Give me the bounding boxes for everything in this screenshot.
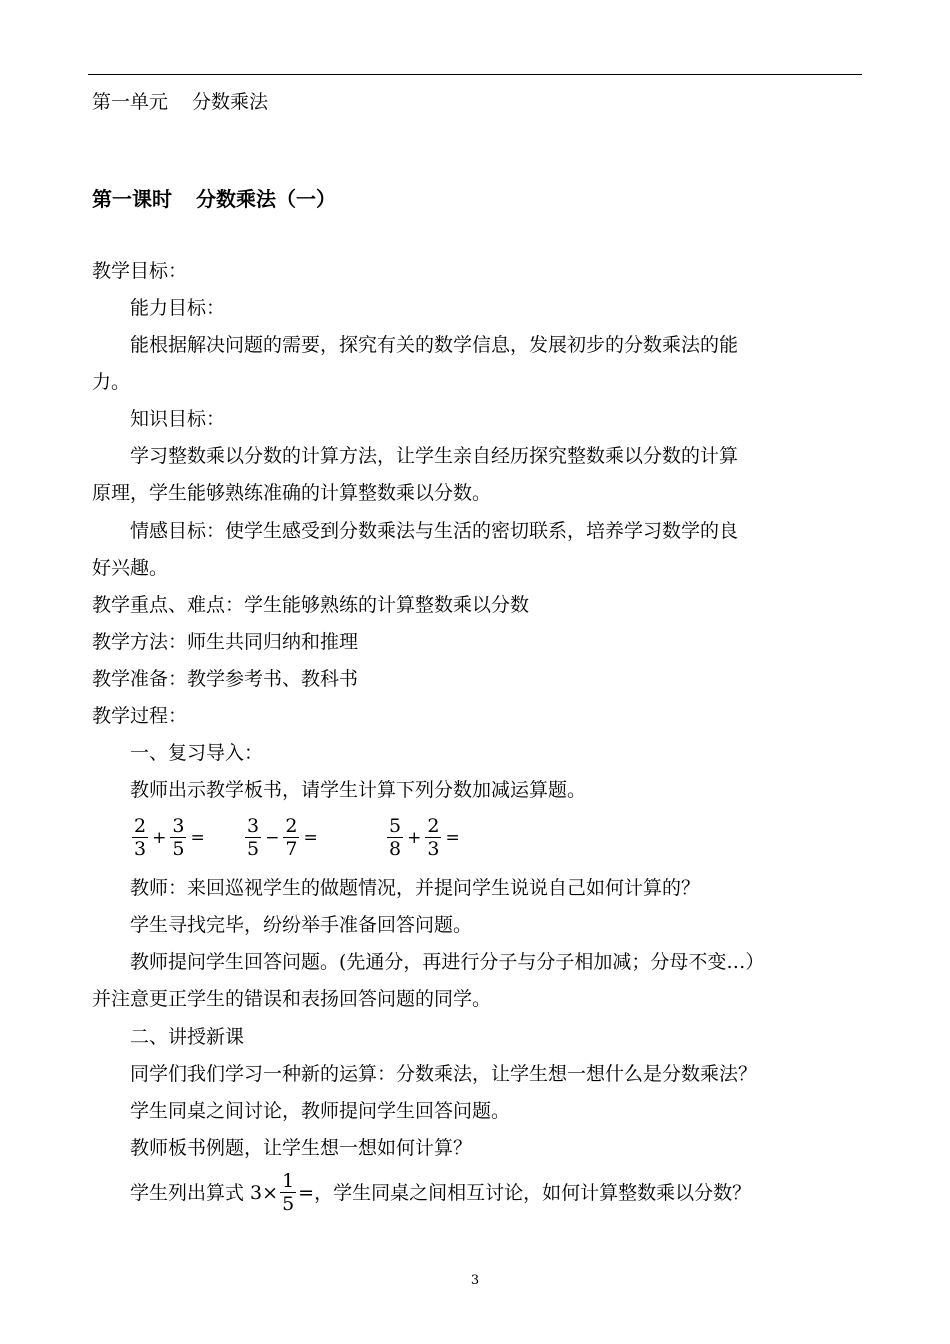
equals-sign: = <box>445 827 460 848</box>
fraction: $\frac{3}{5}$ <box>247 815 260 860</box>
equals-sign: = <box>190 827 205 848</box>
teaching-process: 教学过程： <box>92 705 188 727</box>
fraction: $\frac{1}{5}$ <box>282 1170 295 1215</box>
students-ready: 学生寻找完毕，纷纷举手准备回答问题。 <box>130 914 473 936</box>
equals-sign: = <box>303 827 318 848</box>
knowledge-heading: 知识目标： <box>130 408 226 430</box>
fraction: $\frac{2}{3}$ <box>134 815 147 860</box>
fraction: $\frac{2}{3}$ <box>427 815 440 860</box>
unit-title: 第一单元 <box>92 91 169 113</box>
new-lesson-text: 同学们我们学习一种新的运算：分数乘法，让学生想一想什么是分数乘法？ <box>130 1063 758 1085</box>
teaching-preparation: 教学准备：教学参考书、教科书 <box>92 668 359 690</box>
lesson-subject: 分数乘法（一） <box>196 187 336 211</box>
exercise-1 <box>130 815 207 860</box>
example-text: 教师板书例题，让学生想一想如何计算？ <box>130 1137 473 1159</box>
new-lesson-heading: 二、讲授新课 <box>130 1026 245 1048</box>
teacher-ask: 教师提问学生回答问题。(先通分，再进行分子与分子相加减；分母不变…） <box>130 951 765 973</box>
teacher-patrol: 教师：来回巡视学生的做题情况，并提问学生说说自己如何计算的？ <box>130 877 701 899</box>
ability-heading: 能力目标： <box>130 297 226 319</box>
exercise-3 <box>385 815 462 860</box>
formula-prefix: 学生列出算式 3× <box>130 1181 279 1204</box>
exercise-2 <box>243 815 320 860</box>
formula-suffix: =，学生同桌之间相互讨论，如何计算整数乘以分数？ <box>298 1181 752 1204</box>
emotion-text: 情感目标：使学生感受到分数乘法与生活的密切联系，培养学习数学的良 <box>130 520 739 542</box>
operator: − <box>265 827 280 848</box>
ability-text-cont: 力。 <box>92 371 131 393</box>
teaching-method: 教学方法：师生共同归纳和推理 <box>92 631 359 653</box>
emotion-text-cont: 好兴趣。 <box>92 557 169 579</box>
header-rule <box>88 74 862 75</box>
operator: + <box>407 827 422 848</box>
lesson-title: 第一课时 <box>92 187 172 211</box>
unit-subject: 分数乘法 <box>192 91 269 113</box>
ability-text: 能根据解决问题的需要，探究有关的数学信息，发展初步的分数乘法的能 <box>130 334 739 356</box>
fraction: $\frac{5}{8}$ <box>389 815 402 860</box>
fraction: $\frac{3}{5}$ <box>172 815 185 860</box>
key-points: 教学重点、难点：学生能够熟练的计算整数乘以分数 <box>92 594 530 616</box>
formula-line <box>130 1170 751 1215</box>
review-heading: 一、复习导入： <box>130 742 264 764</box>
knowledge-text: 学习整数乘以分数的计算方法，让学生亲自经历探究整数乘以分数的计算 <box>130 445 739 467</box>
fraction: $\frac{2}{7}$ <box>285 815 298 860</box>
operator: + <box>152 827 167 848</box>
review-text: 教师出示教学板书，请学生计算下列分数加减运算题。 <box>130 779 587 801</box>
unit-heading <box>92 90 268 114</box>
lesson-heading <box>92 187 336 211</box>
page-number: 3 <box>470 1273 480 1288</box>
knowledge-text-cont: 原理，学生能够熟练准确的计算整数乘以分数。 <box>92 482 492 504</box>
goals-heading: 教学目标： <box>92 260 188 282</box>
teacher-ask-cont: 并注意更正学生的错误和表扬回答问题的同学。 <box>92 988 492 1010</box>
discussion-text: 学生同桌之间讨论，教师提问学生回答问题。 <box>130 1100 511 1122</box>
